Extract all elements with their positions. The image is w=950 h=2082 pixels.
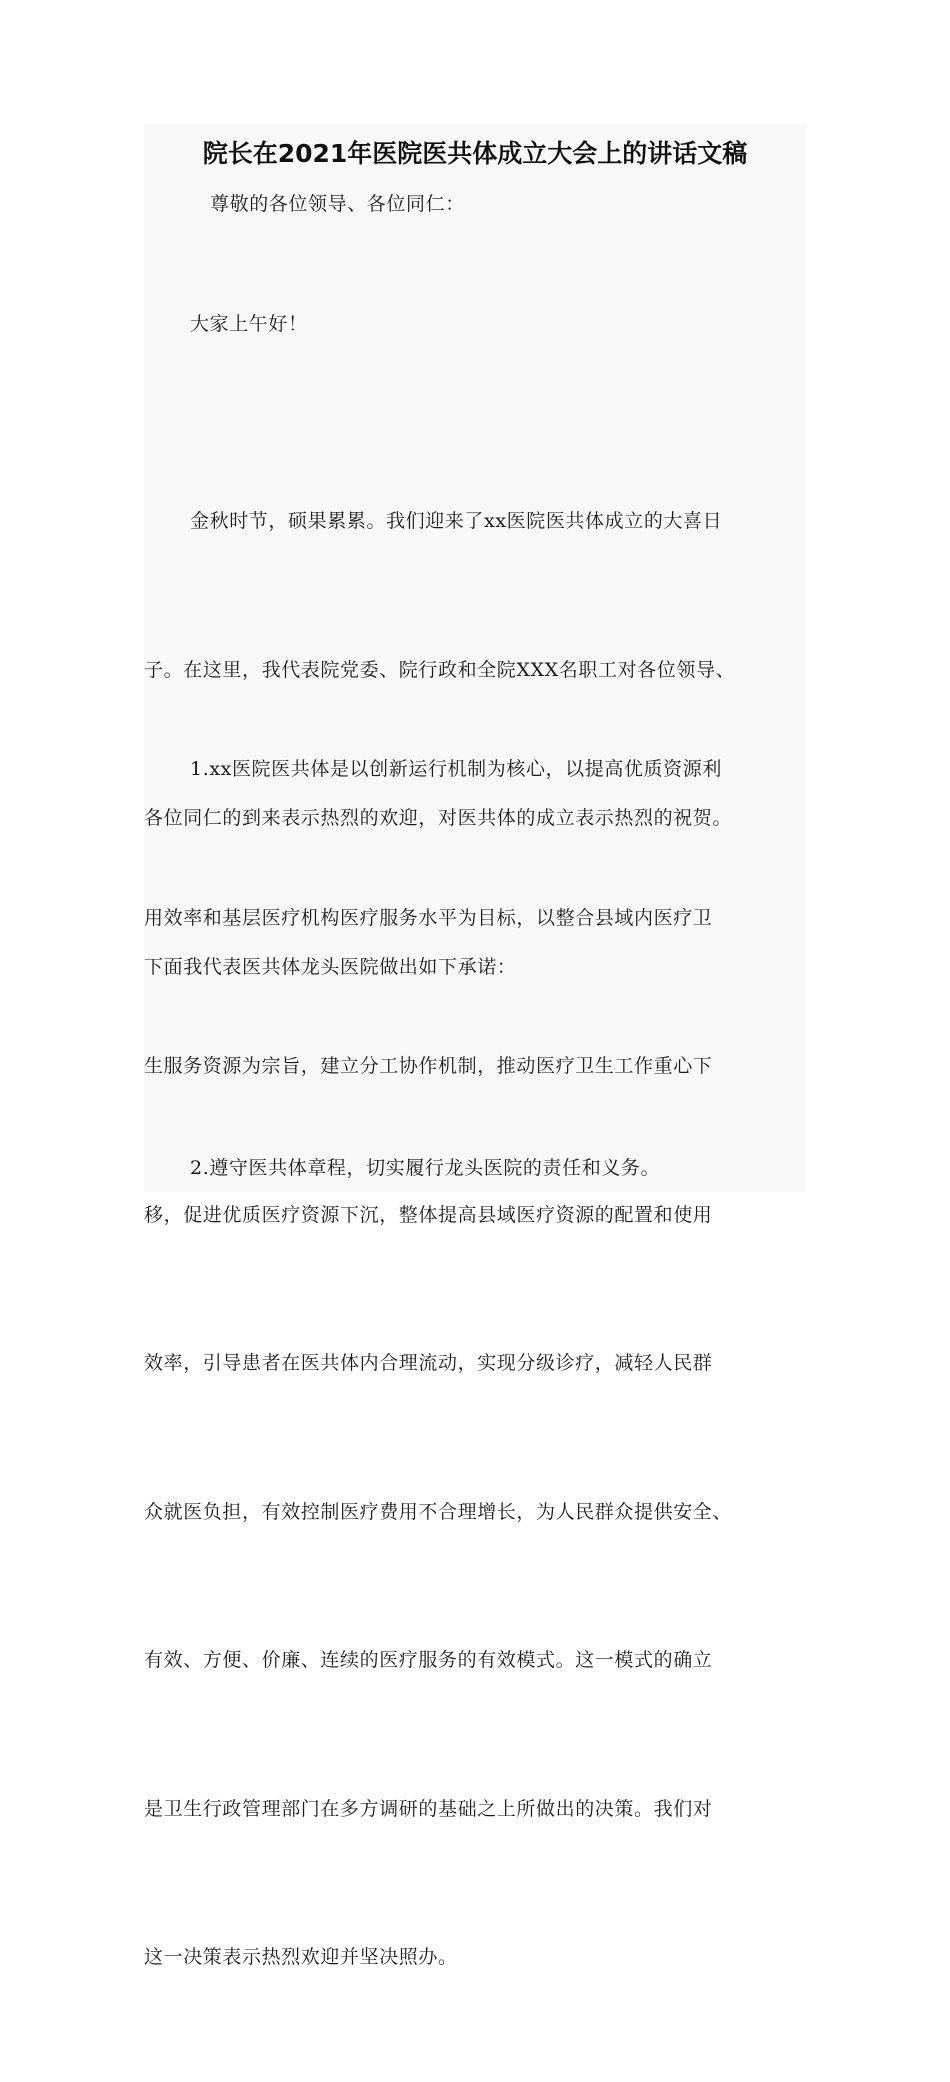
intro-line: 下面我代表医共体龙头医院做出如下承诺： <box>144 955 517 978</box>
document-title: 院长在2021年医院医共体成立大会上的讲话文稿 <box>202 139 748 168</box>
item-1-line: 众就医负担，有效控制医疗费用不合理增长，为人民群众提供安全、 <box>144 1500 733 1523</box>
item-1-line: 移，促进优质医疗资源下沉，整体提高县域医疗资源的配置和使用 <box>144 1203 713 1226</box>
intro-line: 子。在这里，我代表院党委、院行政和全院XXX名职工对各位领导、 <box>144 658 736 681</box>
item-2-paragraph: 2.遵守医共体章程，切实履行龙头医院的责任和义务。 <box>190 1157 661 1179</box>
item-1-line: 是卫生行政管理部门在多方调研的基础之上所做出的决策。我们对 <box>144 1797 713 1820</box>
item-1-line: 有效、方便、价廉、连续的医疗服务的有效模式。这一模式的确立 <box>144 1649 713 1671</box>
item-1-line: 生服务资源为宗旨，建立分工协作机制，推动医疗卫生工作重心下 <box>144 1055 713 1077</box>
greeting-paragraph: 尊敬的各位领导、各位同仁： <box>210 193 465 215</box>
item-1-line: 效率，引导患者在医共体内合理流动，实现分级诊疗，减轻人民群 <box>144 1352 713 1374</box>
intro-line: 金秋时节，硕果累累。我们迎来了xx医院医共体成立的大喜日 <box>190 510 723 532</box>
item-1-line: 1.xx医院医共体是以创新运行机制为核心，以提高优质资源利 <box>190 758 722 780</box>
item-1-line: 用效率和基层医疗机构医疗服务水平为目标，以整合县域内医疗卫 <box>144 906 713 929</box>
item-1-paragraph <box>144 646 806 2082</box>
salutation-paragraph: 大家上午好！ <box>190 313 308 335</box>
intro-line: 各位同仁的到来表示热烈的欢迎，对医共体的成立表示热烈的祝贺。 <box>144 807 733 829</box>
document-page <box>144 124 806 1968</box>
item-1-line: 这一决策表示热烈欢迎并坚决照办。 <box>144 1946 458 1968</box>
